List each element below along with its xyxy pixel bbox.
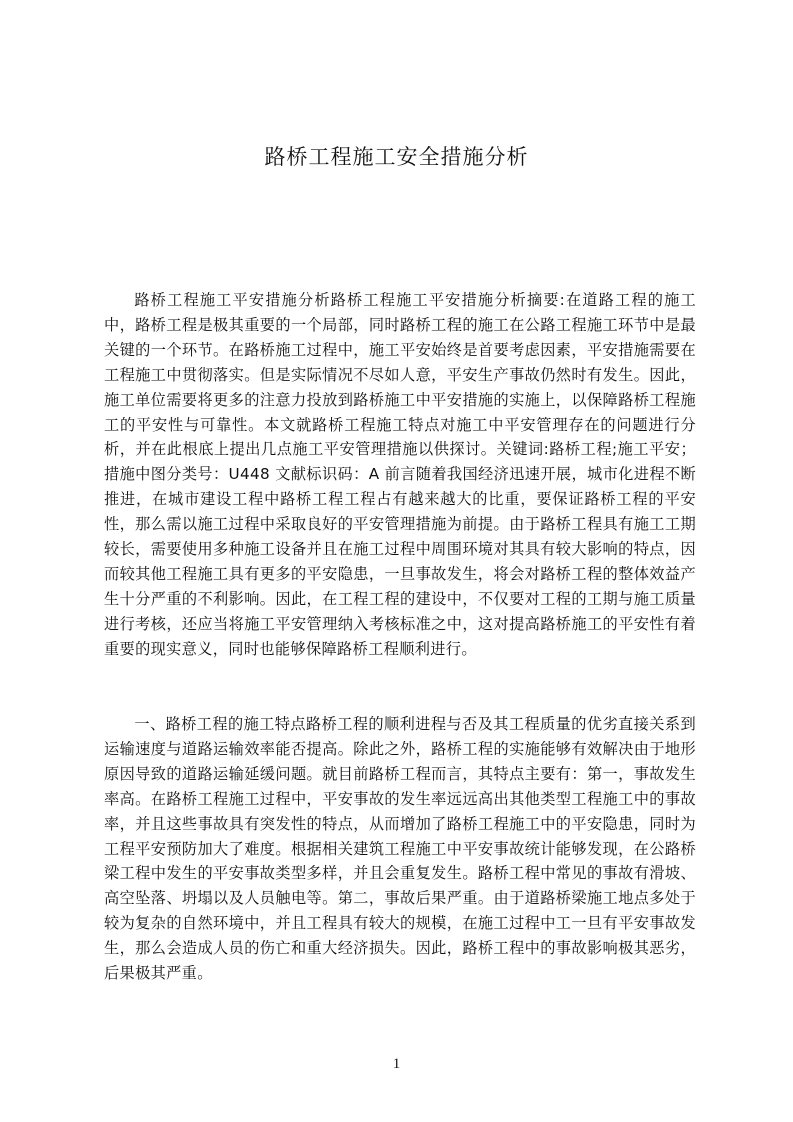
paragraph-abstract: 路桥工程施工平安措施分析路桥工程施工平安措施分析摘要:在道路工程的施工中，路桥工程是极其重要的一个局部，同时路桥工程的施工在公路工程施工环节中是最关键的一个环节。在路桥施工过程中，施工平安始终是首要考虑因素，平安措施需要在工程施工中贯彻落实。但是实际情况不尽如人意，平安生产事故仍然时有发生。因此，施工单位需要将更多的注意力投放到路桥施工中平安措施的实施上，以保障路桥工程施工的平安性与可靠性。本文就路桥工程施工特点对施工中平安管理存在的问题进行分析，并在此根底上提出几点施工平安管理措施以供探讨。关键词:路桥工程;施工平安；措施中图分类号：U448 文献标识码：A 前言随着我国经济迅速开展，城市化进程不断推进，在城市建设工程中路桥工程工程占有越来越大的比重，要保证路桥工程的平安性，那么需以施工过程中采取良好的平安管理措施为前提。由于路桥工程具有施工工期较长，需要使用多种施工设备并且在施工过程中周围环境对其具有较大影响的特点，因而较其他工程施工具有更多的平安隐患，一旦事故发生，将会对路桥工程的整体效益产生十分严重的不利影响。因此，在工程工程的建设中，不仅要对工程的工期与施工质量进行考核，还应当将施工平安管理纳入考核标准之中，这对提高路桥施工的平安性有着重要的现实意义，同时也能够保障路桥工程顺利进行。 [104,291,696,658]
page-number: 1 [392,1056,401,1072]
paragraph-section-one: 一、路桥工程的施工特点路桥工程的顺利进程与否及其工程质量的优劣直接关系到运输速度与道路运输效率能否提高。除此之外，路桥工程的实施能够有效解决由于地形原因导致的道路运输延缓问题。就目前路桥工程而言，其特点主要有：第一，事故发生率高。在路桥工程施工过程中，平安事故的发生率远远高出其他类型工程施工中的事故率，并且这些事故具有突发性的特点，从而增加了路桥工程施工中的平安隐患，同时为工程平安预防加大了难度。根据相关建筑工程施工中平安事故统计能够发现，在公路桥梁工程中发生的平安事故类型多样，并且会重复发生。路桥工程中常见的事故有滑坡、高空坠落、坍塌以及人员触电等。第二，事故后果严重。由于道路桥梁施工地点多处于较为复杂的自然环境中，并且工程具有较大的规模，在施工过程中工一旦有平安事故发生，那么会造成人员的伤亡和重大经济损失。因此，路桥工程中的事故影响极其恶劣，后果极其严重。 [104,715,696,983]
document-title: 路桥工程施工安全措施分析 [264,145,529,169]
